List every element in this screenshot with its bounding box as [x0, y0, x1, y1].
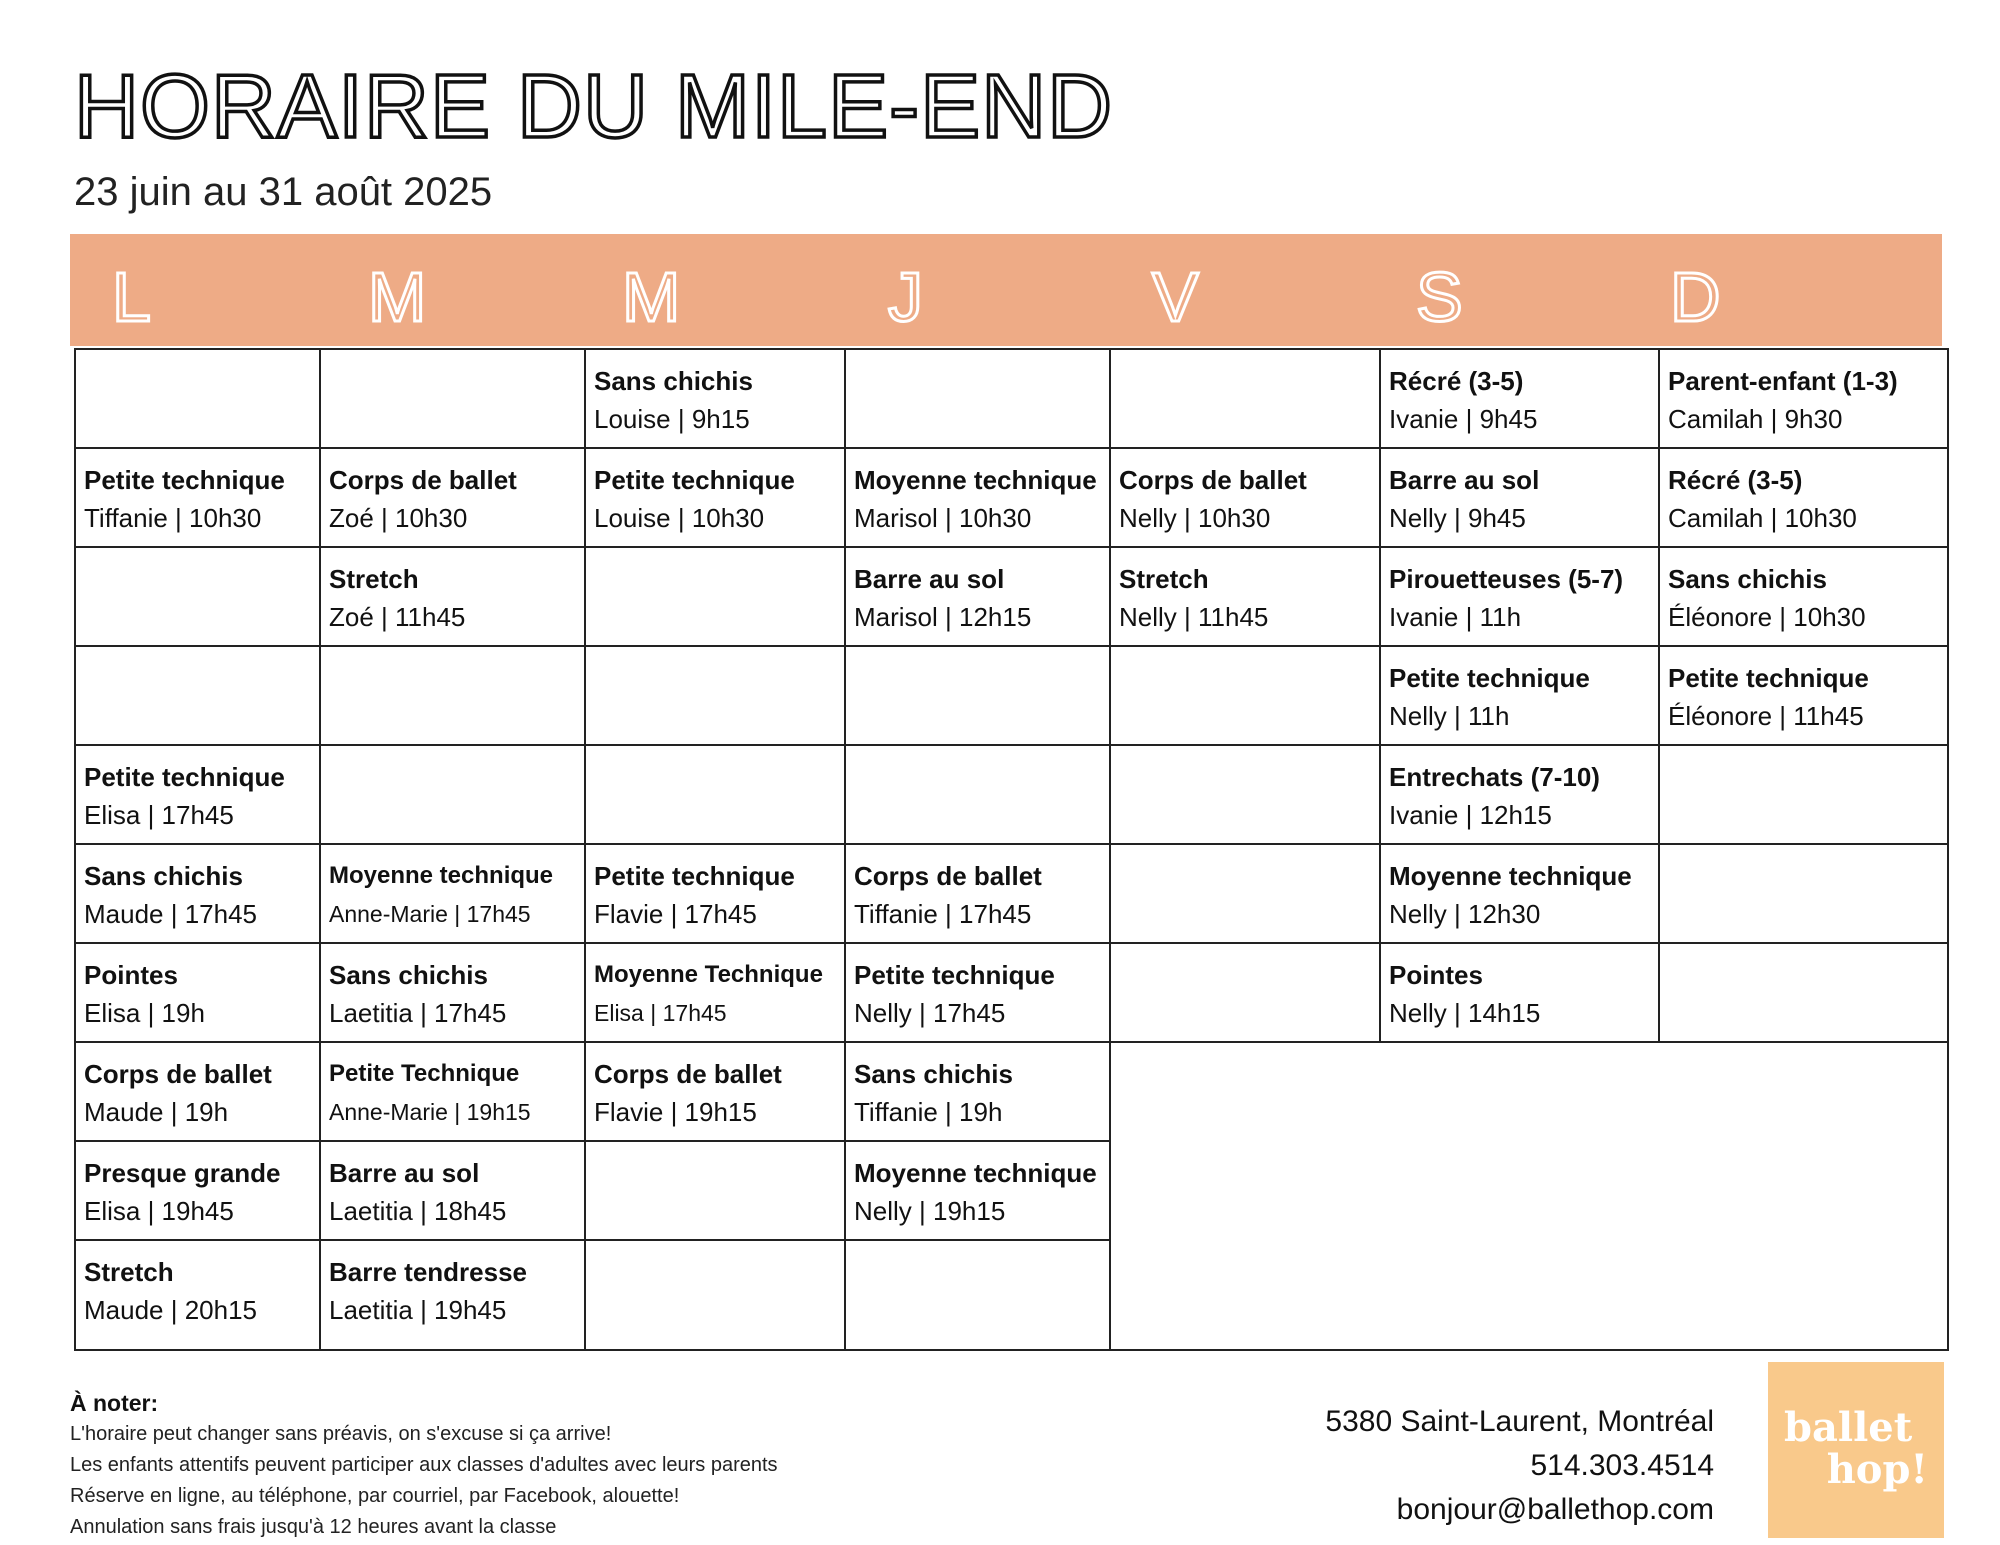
notes-heading: À noter:: [70, 1390, 159, 1416]
table-row: [75, 1042, 1948, 1141]
class-teacher-time: Ivanie | 12h15: [1389, 800, 1552, 830]
class-teacher-time: Marisol | 12h15: [854, 602, 1032, 632]
class-name: Barre au sol: [854, 564, 1005, 594]
class-slot: [75, 943, 320, 1042]
class-teacher-time: Laetitia | 19h45: [329, 1295, 507, 1325]
class-slot: [75, 844, 320, 943]
table-row: [75, 943, 1948, 1042]
class-slot: [1380, 547, 1659, 646]
class-name: Moyenne technique: [854, 465, 1097, 495]
class-teacher-time: Ivanie | 9h45: [1389, 404, 1538, 434]
class-slot: [1380, 943, 1659, 1042]
date-range: 23 juin au 31 août 2025: [74, 170, 493, 214]
empty-slot: [1110, 745, 1380, 844]
class-teacher-time: Tiffanie | 19h: [854, 1097, 1003, 1127]
class-teacher-time: Ivanie | 11h: [1389, 602, 1522, 632]
empty-slot: [320, 646, 585, 745]
class-teacher-time: Louise | 10h30: [594, 503, 765, 533]
empty-weekend-block: [1110, 1042, 1948, 1350]
day-header-wednesday: M: [622, 258, 681, 336]
class-name: Petite technique: [594, 861, 795, 891]
class-slot: [845, 943, 1110, 1042]
class-name: Corps de ballet: [329, 465, 517, 495]
class-name: Petite technique: [1389, 663, 1590, 693]
class-teacher-time: Zoé | 10h30: [329, 503, 468, 533]
class-slot: [845, 448, 1110, 547]
class-slot: [320, 943, 585, 1042]
class-slot: [75, 448, 320, 547]
page-title: HORAIRE DU MILE-END: [74, 57, 1114, 157]
empty-slot: [845, 745, 1110, 844]
ballet-hop-logo: [1768, 1362, 1944, 1538]
class-name: Sans chichis: [854, 1059, 1013, 1089]
class-slot: [1380, 745, 1659, 844]
schedule-grid: [74, 348, 1949, 1351]
class-teacher-time: Éléonore | 11h45: [1668, 701, 1864, 731]
class-teacher-time: Zoé | 11h45: [329, 602, 466, 632]
email-address: bonjour@ballethop.com: [1396, 1493, 1714, 1526]
class-name: Moyenne technique: [329, 862, 554, 889]
class-slot: [75, 745, 320, 844]
class-slot: [1659, 349, 1948, 448]
contact-block: [1325, 1400, 1714, 1532]
class-slot: [320, 1240, 585, 1350]
table-row: [75, 646, 1948, 745]
class-name: Corps de ballet: [854, 861, 1042, 891]
class-slot: [75, 1042, 320, 1141]
empty-slot: [1659, 844, 1948, 943]
table-row: [75, 844, 1948, 943]
empty-slot: [585, 745, 845, 844]
class-slot: [845, 844, 1110, 943]
class-name: Barre au sol: [329, 1158, 480, 1188]
empty-slot: [1110, 349, 1380, 448]
class-teacher-time: Nelly | 11h45: [1119, 602, 1269, 632]
day-header-friday: V: [1152, 258, 1199, 336]
address: 5380 Saint-Laurent, Montréal: [1325, 1405, 1714, 1438]
class-teacher-time: Anne-Marie | 19h15: [329, 1099, 531, 1125]
class-name: Barre au sol: [1389, 465, 1540, 495]
class-name: Récré (3-5): [1668, 465, 1803, 495]
note-line: Annulation sans frais jusqu'à 12 heures avant la classe: [70, 1516, 557, 1538]
class-name: Corps de ballet: [594, 1059, 782, 1089]
day-header-band: [70, 234, 1942, 346]
class-teacher-time: Nelly | 12h30: [1389, 899, 1541, 929]
class-teacher-time: Nelly | 14h15: [1389, 998, 1541, 1028]
class-slot: [320, 1141, 585, 1240]
class-name: Petite technique: [1668, 663, 1869, 693]
class-teacher-time: Flavie | 17h45: [594, 899, 757, 929]
class-slot: [1380, 844, 1659, 943]
note-line: Réserve en ligne, au téléphone, par courriel, par Facebook, alouette!: [70, 1485, 680, 1507]
class-slot: [1380, 448, 1659, 547]
table-row: [75, 745, 1948, 844]
class-name: Sans chichis: [84, 861, 243, 891]
note-line: L'horaire peut changer sans préavis, on s'excuse si ça arrive!: [70, 1423, 612, 1445]
class-name: Pointes: [1389, 960, 1483, 990]
table-row: [75, 448, 1948, 547]
empty-slot: [320, 745, 585, 844]
phone-number: 514.303.4514: [1530, 1449, 1714, 1482]
class-slot: [1659, 646, 1948, 745]
class-slot: [320, 844, 585, 943]
class-name: Récré (3-5): [1389, 366, 1524, 396]
class-teacher-time: Laetitia | 17h45: [329, 998, 507, 1028]
empty-slot: [585, 646, 845, 745]
class-name: Sans chichis: [594, 366, 753, 396]
class-name: Entrechats (7-10): [1389, 762, 1600, 792]
class-slot: [585, 1042, 845, 1141]
class-name: Petite technique: [854, 960, 1055, 990]
empty-slot: [585, 1240, 845, 1350]
class-slot: [585, 844, 845, 943]
empty-slot: [845, 349, 1110, 448]
class-teacher-time: Nelly | 10h30: [1119, 503, 1271, 533]
empty-slot: [1110, 844, 1380, 943]
class-slot: [75, 1141, 320, 1240]
class-slot: [585, 349, 845, 448]
class-slot: [1380, 349, 1659, 448]
day-header-thursday: J: [888, 258, 923, 336]
class-slot: [320, 547, 585, 646]
notes-section: [70, 1388, 970, 1543]
class-slot: [75, 1240, 320, 1350]
empty-slot: [845, 646, 1110, 745]
class-name: Moyenne technique: [854, 1158, 1097, 1188]
class-slot: [1659, 448, 1948, 547]
class-name: Stretch: [84, 1257, 174, 1287]
class-slot: [1110, 547, 1380, 646]
empty-slot: [320, 349, 585, 448]
class-teacher-time: Maude | 17h45: [84, 899, 257, 929]
class-name: Petite technique: [84, 465, 285, 495]
class-slot: [1659, 547, 1948, 646]
class-slot: [1110, 448, 1380, 547]
class-teacher-time: Camilah | 9h30: [1668, 404, 1843, 434]
empty-slot: [1659, 943, 1948, 1042]
class-teacher-time: Anne-Marie | 17h45: [329, 901, 531, 927]
empty-slot: [1110, 646, 1380, 745]
note-line: Les enfants attentifs peuvent participer aux classes d'adultes avec leurs parents: [70, 1454, 778, 1476]
class-name: Pointes: [84, 960, 178, 990]
class-teacher-time: Nelly | 17h45: [854, 998, 1006, 1028]
class-teacher-time: Elisa | 19h: [84, 998, 205, 1028]
day-header-sunday: D: [1670, 258, 1721, 336]
class-name: Petite technique: [84, 762, 285, 792]
class-name: Barre tendresse: [329, 1257, 527, 1287]
class-name: Corps de ballet: [1119, 465, 1307, 495]
day-header-tuesday: M: [368, 258, 427, 336]
class-teacher-time: Elisa | 17h45: [594, 1000, 727, 1026]
class-teacher-time: Éléonore | 10h30: [1668, 602, 1866, 632]
class-teacher-time: Laetitia | 18h45: [329, 1196, 507, 1226]
class-slot: [585, 943, 845, 1042]
table-row: [75, 349, 1948, 448]
class-name: Moyenne technique: [1389, 861, 1632, 891]
class-name: Petite technique: [594, 465, 795, 495]
empty-slot: [585, 547, 845, 646]
class-name: Moyenne Technique: [594, 961, 823, 988]
class-name: Pirouetteuses (5-7): [1389, 564, 1624, 594]
class-name: Corps de ballet: [84, 1059, 272, 1089]
class-name: Stretch: [329, 564, 419, 594]
class-teacher-time: Camilah | 10h30: [1668, 503, 1857, 533]
empty-slot: [1659, 745, 1948, 844]
day-header-saturday: S: [1416, 258, 1463, 336]
class-slot: [320, 448, 585, 547]
class-teacher-time: Louise | 9h15: [594, 404, 750, 434]
class-name: Stretch: [1119, 564, 1209, 594]
class-teacher-time: Maude | 19h: [84, 1097, 229, 1127]
empty-slot: [75, 349, 320, 448]
logo-text-line2: hop!: [1826, 1446, 1928, 1493]
class-teacher-time: Nelly | 19h15: [854, 1196, 1006, 1226]
logo-text-line1: ballet: [1784, 1404, 1913, 1451]
class-teacher-time: Nelly | 11h: [1389, 701, 1510, 731]
class-name: Petite Technique: [329, 1060, 520, 1087]
class-slot: [845, 547, 1110, 646]
class-teacher-time: Tiffanie | 10h30: [84, 503, 262, 533]
class-name: Parent-enfant (1-3): [1668, 366, 1898, 396]
class-slot: [845, 1141, 1110, 1240]
class-teacher-time: Nelly | 9h45: [1389, 503, 1526, 533]
empty-slot: [75, 547, 320, 646]
empty-slot: [845, 1240, 1110, 1350]
class-teacher-time: Tiffanie | 17h45: [854, 899, 1032, 929]
class-teacher-time: Maude | 20h15: [84, 1295, 257, 1325]
class-name: Sans chichis: [329, 960, 488, 990]
class-teacher-time: Marisol | 10h30: [854, 503, 1032, 533]
class-teacher-time: Elisa | 19h45: [84, 1196, 234, 1226]
class-slot: [1380, 646, 1659, 745]
empty-slot: [1110, 943, 1380, 1042]
empty-slot: [585, 1141, 845, 1240]
class-slot: [320, 1042, 585, 1141]
table-row: [75, 547, 1948, 646]
class-slot: [845, 1042, 1110, 1141]
empty-slot: [75, 646, 320, 745]
day-header-monday: L: [112, 258, 151, 336]
class-slot: [585, 448, 845, 547]
class-name: Presque grande: [84, 1158, 281, 1188]
class-teacher-time: Flavie | 19h15: [594, 1097, 757, 1127]
class-teacher-time: Elisa | 17h45: [84, 800, 234, 830]
class-name: Sans chichis: [1668, 564, 1827, 594]
